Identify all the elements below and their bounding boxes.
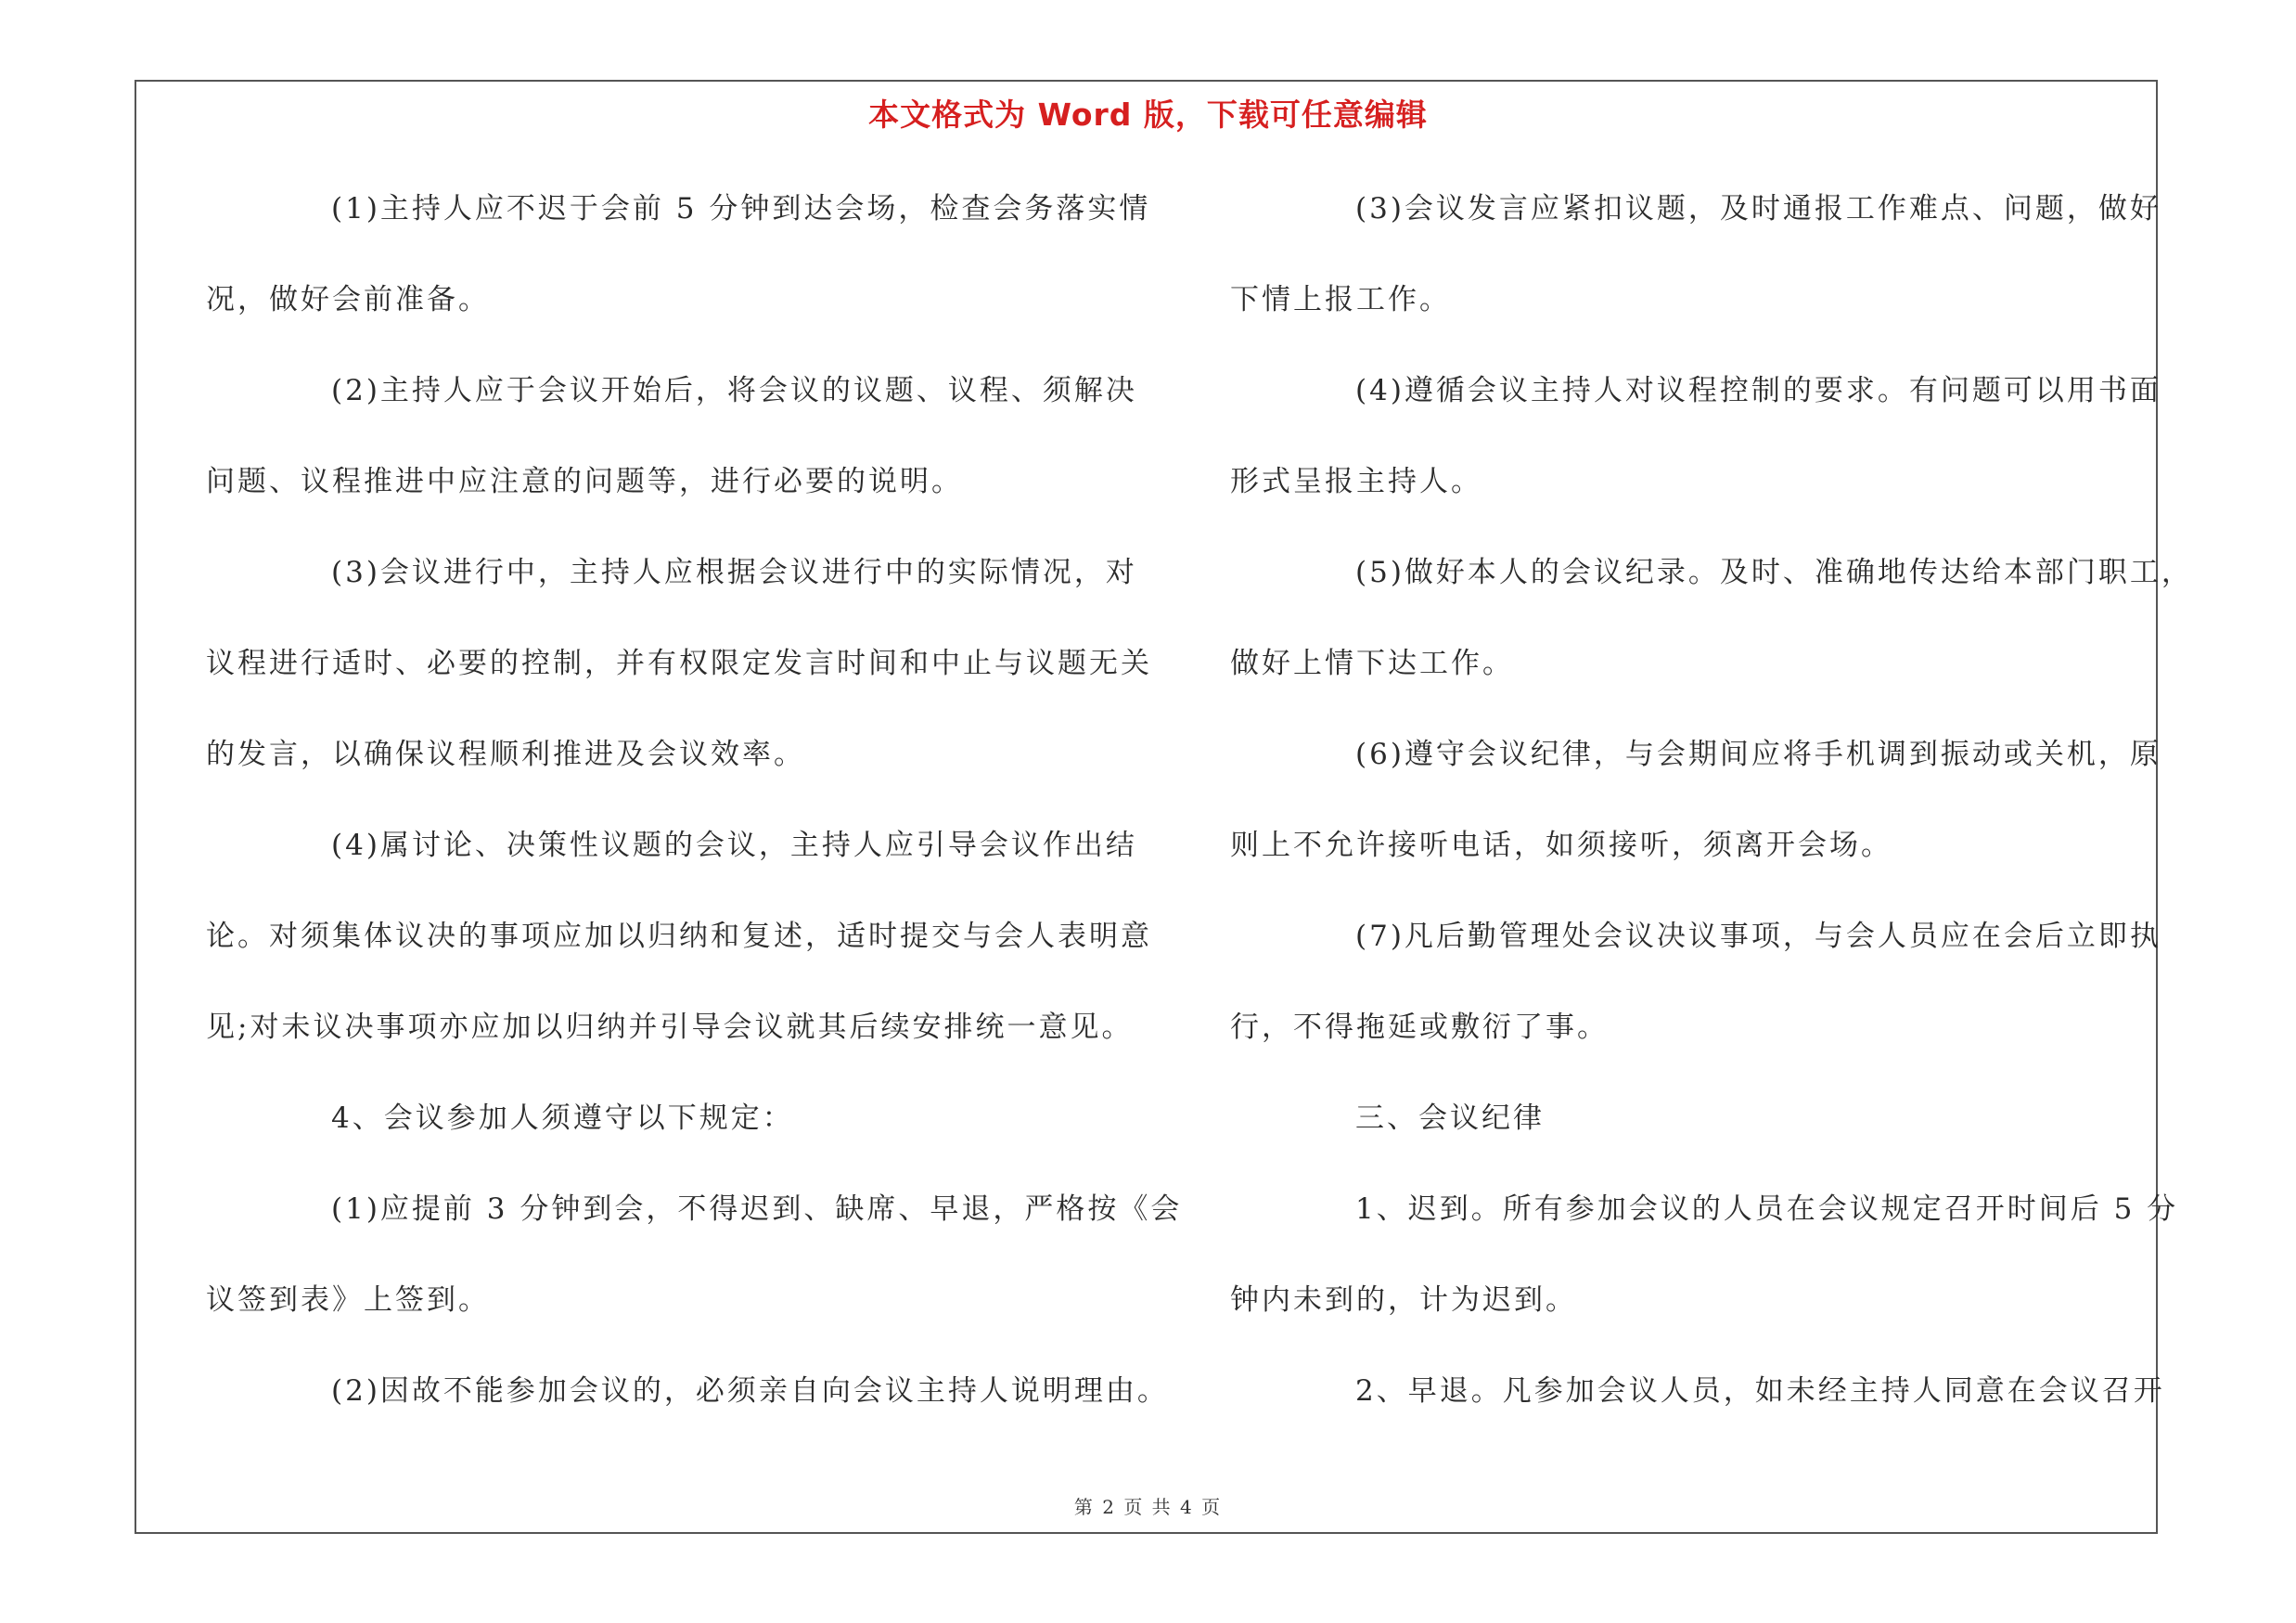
text-line: 论。对须集体议决的事项应加以归纳和复述，适时提交与会人表明意	[206, 920, 1152, 953]
text-line: 议程进行适时、必要的控制，并有权限定发言时间和中止与议题无关	[206, 647, 1152, 680]
text-line: 况，做好会前准备。	[206, 283, 490, 316]
header-notice: 本文格式为 Word 版，下载可任意编辑	[868, 97, 1428, 133]
text-line: 2、早退。凡参加会议人员，如未经主持人同意在会议召开	[1355, 1374, 2165, 1408]
text-line: 形式呈报主持人。	[1230, 465, 1482, 498]
right-column	[1230, 178, 2193, 1451]
text-line: (6)遵守会议纪律，与会期间应将手机调到振动或关机，原	[1355, 738, 2161, 771]
text-line: (2)因故不能参加会议的，必须亲自向会议主持人说明理由。	[331, 1374, 1169, 1408]
text-line: 4、会议参加人须遵守以下规定：	[331, 1101, 794, 1135]
text-line: 下情上报工作。	[1230, 283, 1451, 316]
text-line: 则上不允许接听电话，如须接听，须离开会场。	[1230, 829, 1892, 862]
text-line: (5)做好本人的会议纪录。及时、准确地传达给本部门职工，	[1355, 556, 2193, 589]
text-line: (1)主持人应不迟于会前 5 分钟到达会场，检查会务落实情	[331, 192, 1151, 225]
text-line: 的发言，以确保议程顺利推进及会议效率。	[206, 738, 805, 771]
text-line: 议签到表》上签到。	[206, 1283, 490, 1317]
text-line: 见;对未议决事项亦应加以归纳并引导会议就其后续安排统一意见。	[206, 1011, 1134, 1044]
text-line: 行，不得拖延或敷衍了事。	[1230, 1011, 1609, 1044]
text-line: 做好上情下达工作。	[1230, 647, 1514, 680]
page-number: 第 2 页 共 4 页	[1073, 1496, 1223, 1518]
text-line: (2)主持人应于会议开始后，将会议的议题、议程、须解决	[331, 374, 1137, 407]
text-line: 三、会议纪律	[1355, 1101, 1545, 1135]
text-line: (4)遵循会议主持人对议程控制的要求。有问题可以用书面	[1355, 374, 2161, 407]
text-line: 钟内未到的，计为迟到。	[1230, 1283, 1577, 1317]
left-column	[206, 178, 1183, 1451]
text-line: (7)凡后勤管理处会议决议事项，与会人员应在会后立即执	[1355, 920, 2161, 953]
text-line: 问题、议程推进中应注意的问题等，进行必要的说明。	[206, 465, 963, 498]
text-line: 1、迟到。所有参加会议的人员在会议规定召开时间后 5 分	[1355, 1192, 2179, 1226]
text-line: (3)会议进行中，主持人应根据会议进行中的实际情况，对	[331, 556, 1137, 589]
text-line: (1)应提前 3 分钟到会，不得迟到、缺席、早退，严格按《会	[331, 1192, 1183, 1226]
text-line: (4)属讨论、决策性议题的会议，主持人应引导会议作出结	[331, 829, 1137, 862]
text-line: (3)会议发言应紧扣议题，及时通报工作难点、问题，做好	[1355, 192, 2161, 225]
